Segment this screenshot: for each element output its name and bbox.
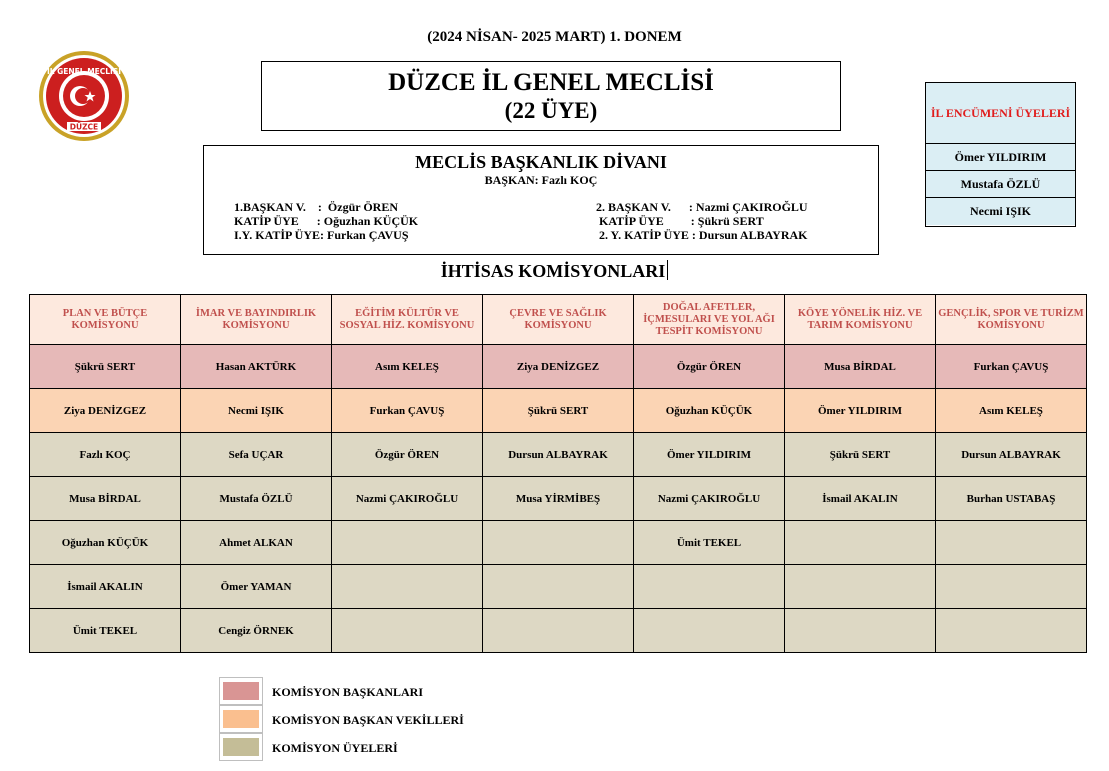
legend-swatch-chairs — [219, 677, 263, 705]
member-cell: Cengiz ÖRNEK — [181, 609, 332, 653]
member-cell: Furkan ÇAVUŞ — [936, 345, 1087, 389]
legend-swatch-members — [219, 733, 263, 761]
member-cell: Musa YİRMİBEŞ — [483, 477, 634, 521]
member-cell: Asım KELEŞ — [332, 345, 483, 389]
encumen-member: Mustafa ÖZLÜ — [926, 171, 1075, 198]
column-header: PLAN VE BÜTÇE KOMİSYONU — [30, 295, 181, 345]
member-cell: Ömer YILDIRIM — [785, 389, 936, 433]
member-cell: Şükrü SERT — [785, 433, 936, 477]
table-row — [30, 521, 1087, 565]
legend-label: KOMİSYON ÜYELERİ — [272, 741, 398, 755]
member-cell: Nazmi ÇAKIROĞLU — [634, 477, 785, 521]
member-cell: Furkan ÇAVUŞ — [332, 389, 483, 433]
member-cell — [785, 565, 936, 609]
member-cell: Özgür ÖREN — [332, 433, 483, 477]
member-cell — [936, 565, 1087, 609]
council-logo — [38, 50, 130, 142]
commissions-table — [29, 294, 1087, 653]
member-cell: Oğuzhan KÜÇÜK — [30, 521, 181, 565]
member-cell: Sefa UÇAR — [181, 433, 332, 477]
member-count: (22 ÜYE) — [504, 98, 598, 123]
table-row — [30, 565, 1087, 609]
column-header: GENÇLİK, SPOR VE TURİZM KOMİSYONU — [936, 295, 1087, 345]
divan-right-line-3: 2. Y. KATİP ÜYE : Dursun ALBAYRAK — [596, 228, 808, 242]
member-cell: Şükrü SERT — [483, 389, 634, 433]
divan-chairman: BAŞKAN: Fazlı KOÇ — [484, 173, 598, 187]
member-cell: Ömer YAMAN — [181, 565, 332, 609]
page-title: DÜZCE İL GENEL MECLİSİ — [388, 69, 714, 96]
divan-right-line-2: KATİP ÜYE : Şükrü SERT — [596, 214, 764, 228]
divan-box — [203, 145, 879, 255]
table-row — [30, 389, 1087, 433]
encumen-title: İL ENCÜMENİ ÜYELERİ — [926, 83, 1075, 144]
table-row — [30, 433, 1087, 477]
divan-title: MECLİS BAŞKANLIK DİVANI — [415, 152, 667, 172]
member-cell: Ahmet ALKAN — [181, 521, 332, 565]
divan-left-line-3: I.Y. KATİP ÜYE: Furkan ÇAVUŞ — [234, 228, 409, 242]
member-cell: Dursun ALBAYRAK — [936, 433, 1087, 477]
member-cell: Ömer YILDIRIM — [634, 433, 785, 477]
column-header: DOĞAL AFETLER, İÇMESULARI VE YOL AĞI TESPİT KOMİSYONU — [634, 295, 785, 345]
encumen-box — [925, 82, 1076, 227]
member-cell — [332, 521, 483, 565]
legend-color — [223, 710, 259, 728]
member-cell: Hasan AKTÜRK — [181, 345, 332, 389]
member-cell: Necmi IŞIK — [181, 389, 332, 433]
member-cell: Musa BİRDAL — [30, 477, 181, 521]
member-cell: Mustafa ÖZLÜ — [181, 477, 332, 521]
legend-swatch-vice-chairs — [219, 705, 263, 733]
period-label: (2024 NİSAN- 2025 MART) 1. DONEM — [427, 29, 682, 45]
member-cell: Asım KELEŞ — [936, 389, 1087, 433]
member-cell: Ümit TEKEL — [30, 609, 181, 653]
member-cell: İsmail AKALIN — [785, 477, 936, 521]
ihtisas-title-text: İHTİSAS KOMİSYONLARI — [440, 261, 666, 281]
title-box — [261, 61, 841, 131]
divan-left-line-1: 1.BAŞKAN V. : Özgür ÖREN — [234, 200, 399, 214]
member-cell — [634, 565, 785, 609]
member-cell: Nazmi ÇAKIROĞLU — [332, 477, 483, 521]
column-header: EĞİTİM KÜLTÜR VE SOSYAL HİZ. KOMİSYONU — [332, 295, 483, 345]
member-cell: Şükrü SERT — [30, 345, 181, 389]
member-cell — [936, 521, 1087, 565]
logo-arc-text: İL GENEL MECLİSİ — [46, 67, 122, 76]
table-header-row — [30, 295, 1087, 345]
member-cell: Ziya DENİZGEZ — [483, 345, 634, 389]
column-header: İMAR VE BAYINDIRLIK KOMİSYONU — [181, 295, 332, 345]
column-header: KÖYE YÖNELİK HİZ. VE TARIM KOMİSYONU — [785, 295, 936, 345]
legend-color — [223, 682, 259, 700]
member-cell: Burhan USTABAŞ — [936, 477, 1087, 521]
member-cell: Musa BİRDAL — [785, 345, 936, 389]
table-row — [30, 477, 1087, 521]
table-row — [30, 345, 1087, 389]
divan-left-line-2: KATİP ÜYE : Oğuzhan KÜÇÜK — [234, 214, 419, 228]
column-header: ÇEVRE VE SAĞLIK KOMİSYONU — [483, 295, 634, 345]
text-cursor — [667, 260, 668, 280]
member-cell — [483, 565, 634, 609]
member-cell: İsmail AKALIN — [30, 565, 181, 609]
member-cell — [785, 521, 936, 565]
member-cell: Ziya DENİZGEZ — [30, 389, 181, 433]
member-cell: Özgür ÖREN — [634, 345, 785, 389]
member-cell — [332, 565, 483, 609]
divan-right-line-1: 2. BAŞKAN V. : Nazmi ÇAKIROĞLU — [596, 200, 808, 214]
member-cell: Oğuzhan KÜÇÜK — [634, 389, 785, 433]
encumen-member: Necmi IŞIK — [926, 198, 1075, 225]
encumen-member: Ömer YILDIRIM — [926, 144, 1075, 171]
legend-color — [223, 738, 259, 756]
logo-bottom-text: DÜZCE — [69, 122, 99, 132]
member-cell — [483, 609, 634, 653]
legend-label: KOMİSYON BAŞKAN VEKİLLERİ — [272, 713, 464, 727]
member-cell — [483, 521, 634, 565]
member-cell: Ümit TEKEL — [634, 521, 785, 565]
member-cell — [634, 609, 785, 653]
member-cell: Fazlı KOÇ — [30, 433, 181, 477]
table-row — [30, 609, 1087, 653]
member-cell — [785, 609, 936, 653]
member-cell — [936, 609, 1087, 653]
legend-label: KOMİSYON BAŞKANLARI — [272, 685, 424, 699]
ihtisas-title — [0, 260, 1109, 282]
member-cell — [332, 609, 483, 653]
member-cell: Dursun ALBAYRAK — [483, 433, 634, 477]
